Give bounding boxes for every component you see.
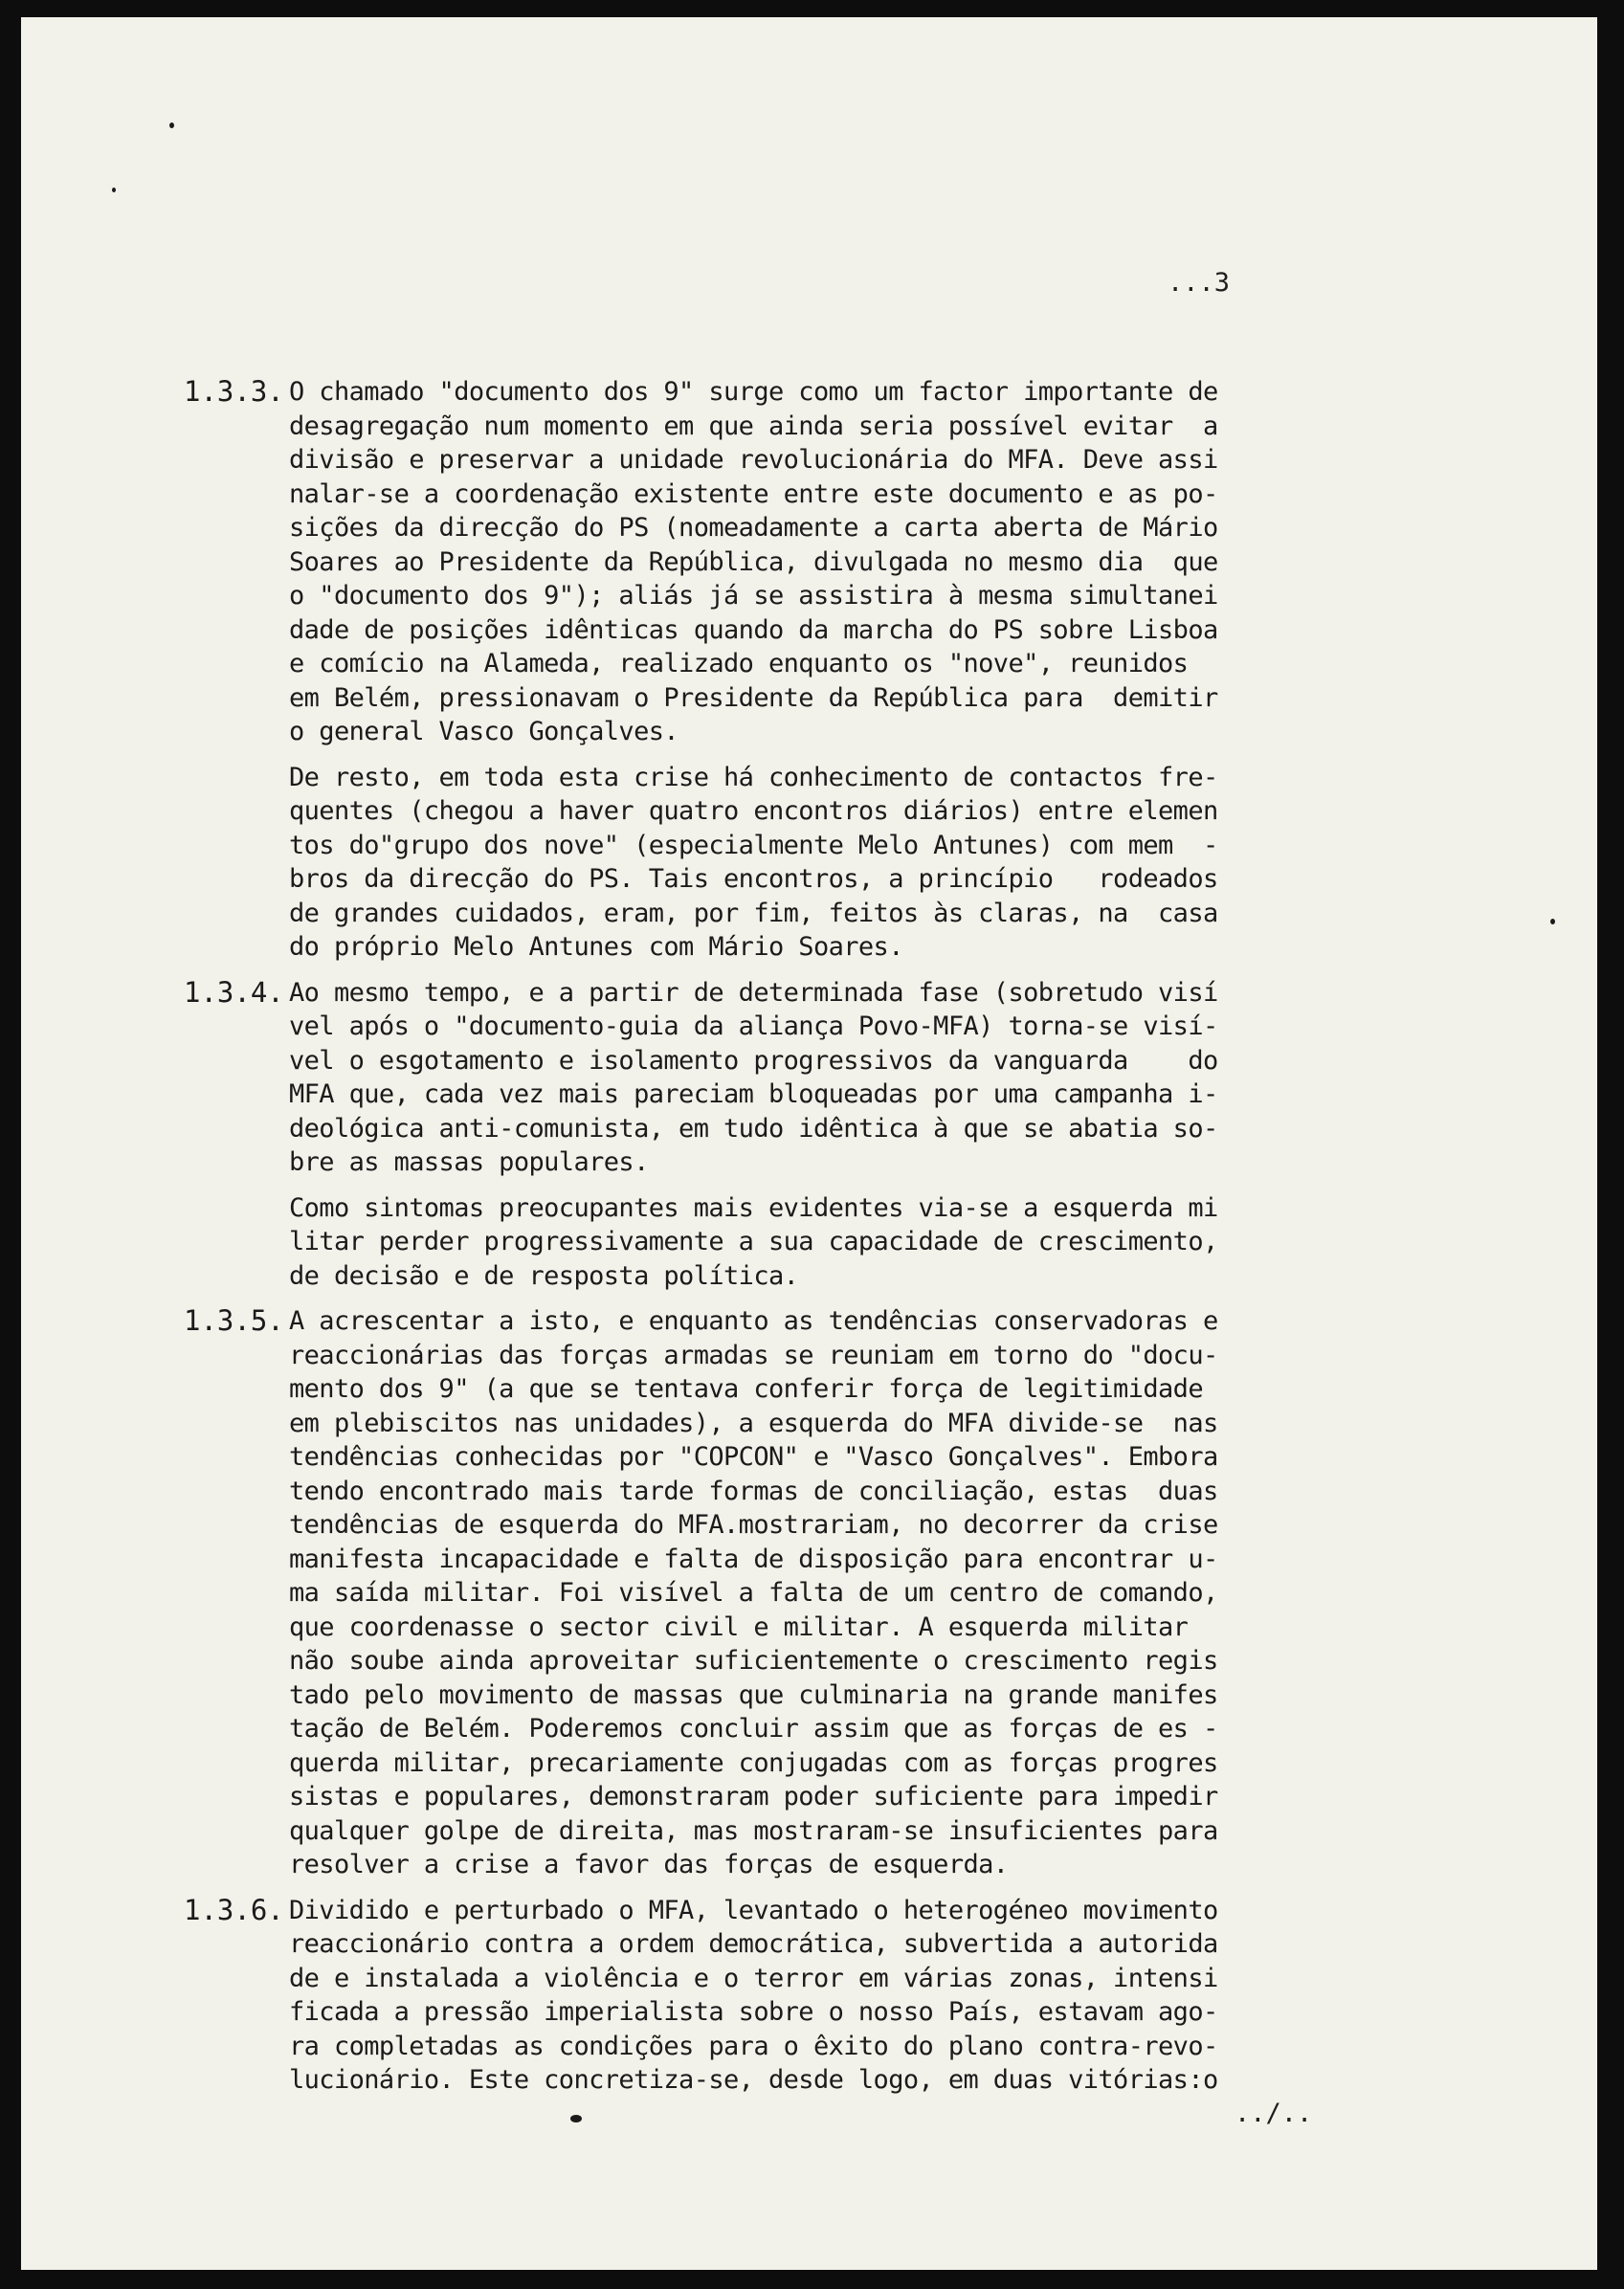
section-number: 1.3.5. xyxy=(184,1304,284,1337)
text-line: dade de posições idênticas quando da marcha do PS sobre Lisboa xyxy=(289,614,1218,645)
text-line: que coordenasse o sector civil e militar. A esquerda militar xyxy=(289,1611,1189,1642)
text-line: ra completadas as condições para o êxito do plano contra-revo- xyxy=(289,2031,1218,2061)
text-line: De resto, em toda esta crise há conhecimento de contactos fre- xyxy=(289,762,1218,792)
text-line: bre as massas populares. xyxy=(289,1147,649,1177)
text-line: reaccionário contra a ordem democrática, subvertida a autorida xyxy=(289,1929,1218,1959)
text-line: resolver a crise a favor das forças de esquerda. xyxy=(289,1850,1009,1879)
text-line: Soares ao Presidente da República, divulgada no mesmo dia que xyxy=(289,546,1218,577)
text-line: o "documento dos 9"); aliás já se assistira à mesma simultanei xyxy=(289,581,1218,611)
page-number: ...3 xyxy=(1168,268,1231,298)
text-line: lucionário. Este concretiza-se, desde logo, em duas vitórias:o xyxy=(289,2065,1218,2095)
text-line: ficada a pressão imperialista sobre o nosso País, estavam ago- xyxy=(289,1997,1218,2027)
document-body xyxy=(184,375,1437,2109)
text-line: manifesta incapacidade e falta de disposição para encontrar u- xyxy=(289,1544,1218,1574)
text-line: de grandes cuidados, eram, por fim, feitos às claras, na casa xyxy=(289,898,1218,928)
text-line: qualquer golpe de direita, mas mostraram-se insuficientes para xyxy=(289,1815,1218,1846)
text-line: sições da direcção do PS (nomeadamente a carta aberta de Mário xyxy=(289,513,1218,543)
ink-speck xyxy=(169,122,174,128)
ink-speck xyxy=(1550,919,1555,924)
paragraph xyxy=(289,375,1437,749)
text-line: litar perder progressivamente a sua capacidade de crescimento, xyxy=(289,1227,1218,1256)
text-line: o general Vasco Gonçalves. xyxy=(289,717,679,746)
text-line: e comício na Alameda, realizado enquanto os "nove", reunidos xyxy=(289,649,1189,678)
text-line: tação de Belém. Poderemos concluir assim que as forças de es - xyxy=(289,1714,1218,1744)
section-number: 1.3.4. xyxy=(184,975,284,1009)
section xyxy=(184,1893,1437,2098)
text-line: tado pelo movimento de massas que culminaria na grande manifes xyxy=(289,1679,1218,1710)
text-line: vel após o "documento-guia da aliança Povo-MFA) torna-se visí- xyxy=(289,1011,1218,1041)
paragraph xyxy=(289,976,1437,1180)
section xyxy=(184,1304,1437,1882)
paragraph xyxy=(289,1304,1437,1882)
text-line: em plebiscitos nas unidades), a esquerda do MFA divide-se nas xyxy=(289,1408,1218,1438)
text-line: tos do"grupo dos nove" (especialmente Melo Antunes) com mem - xyxy=(289,830,1218,860)
ink-speck xyxy=(112,188,116,192)
paragraph xyxy=(289,761,1437,965)
text-line: tendências conhecidas por "COPCON" e "Vasco Gonçalves". Embora xyxy=(289,1442,1218,1472)
text-line: sistas e populares, demonstraram poder suficiente para impedir xyxy=(289,1782,1218,1811)
text-line: desagregação num momento em que ainda seria possível evitar a xyxy=(289,411,1218,441)
text-line: de decisão e de resposta política. xyxy=(289,1260,799,1291)
text-line: mento dos 9" (a que se tentava conferir força de legitimidade xyxy=(289,1374,1203,1404)
text-line: ma saída militar. Foi visível a falta de um centro de comando, xyxy=(289,1578,1218,1608)
section xyxy=(184,375,1437,965)
text-line: deológica anti-comunista, em tudo idêntica à que se abatia so- xyxy=(289,1113,1218,1144)
text-line: do próprio Melo Antunes com Mário Soares. xyxy=(289,932,903,962)
text-line: divisão e preservar a unidade revolucionária do MFA. Deve assi xyxy=(289,445,1218,475)
text-line: bros da direcção do PS. Tais encontros, a princípio rodeados xyxy=(289,864,1218,894)
text-line: tendências de esquerda do MFA.mostrariam, no decorrer da crise xyxy=(289,1510,1218,1540)
text-line: O chamado "documento dos 9" surge como um factor importante de xyxy=(289,377,1218,407)
paragraph xyxy=(289,1191,1437,1294)
paragraph xyxy=(289,1894,1437,2098)
text-line: de e instalada a violência e o terror em várias zonas, intensi xyxy=(289,1963,1218,1993)
text-line: vel o esgotamento e isolamento progressivos da vanguarda do xyxy=(289,1045,1218,1076)
section-number: 1.3.3. xyxy=(184,375,284,408)
ink-speck xyxy=(570,2115,582,2122)
text-line: Dividido e perturbado o MFA, levantado o heterogéneo movimento xyxy=(289,1895,1218,1925)
text-line: reaccionárias das forças armadas se reuniam em torno do "docu- xyxy=(289,1340,1218,1370)
text-line: A acrescentar a isto, e enquanto as tendências conservadoras e xyxy=(289,1306,1218,1336)
text-line: tendo encontrado mais tarde formas de conciliação, estas duas xyxy=(289,1476,1218,1506)
text-line: querda militar, precariamente conjugadas com as forças progres xyxy=(289,1747,1218,1778)
section-number: 1.3.6. xyxy=(184,1893,284,1926)
text-line: nalar-se a coordenação existente entre este documento e as po- xyxy=(289,478,1218,509)
text-line: quentes (chegou a haver quatro encontros diários) entre elemen xyxy=(289,796,1218,826)
text-line: MFA que, cada vez mais pareciam bloqueadas por uma campanha i- xyxy=(289,1079,1218,1109)
text-line: em Belém, pressionavam o Presidente da República para demitir xyxy=(289,682,1218,713)
text-line: Ao mesmo tempo, e a partir de determinada fase (sobretudo visí xyxy=(289,977,1218,1008)
continuation-marker: ../.. xyxy=(1235,2099,1313,2128)
section xyxy=(184,975,1437,1294)
text-line: não soube ainda aproveitar suficientemente o crescimento regis xyxy=(289,1646,1218,1676)
text-line: Como sintomas preocupantes mais evidentes via-se a esquerda mi xyxy=(289,1192,1218,1223)
